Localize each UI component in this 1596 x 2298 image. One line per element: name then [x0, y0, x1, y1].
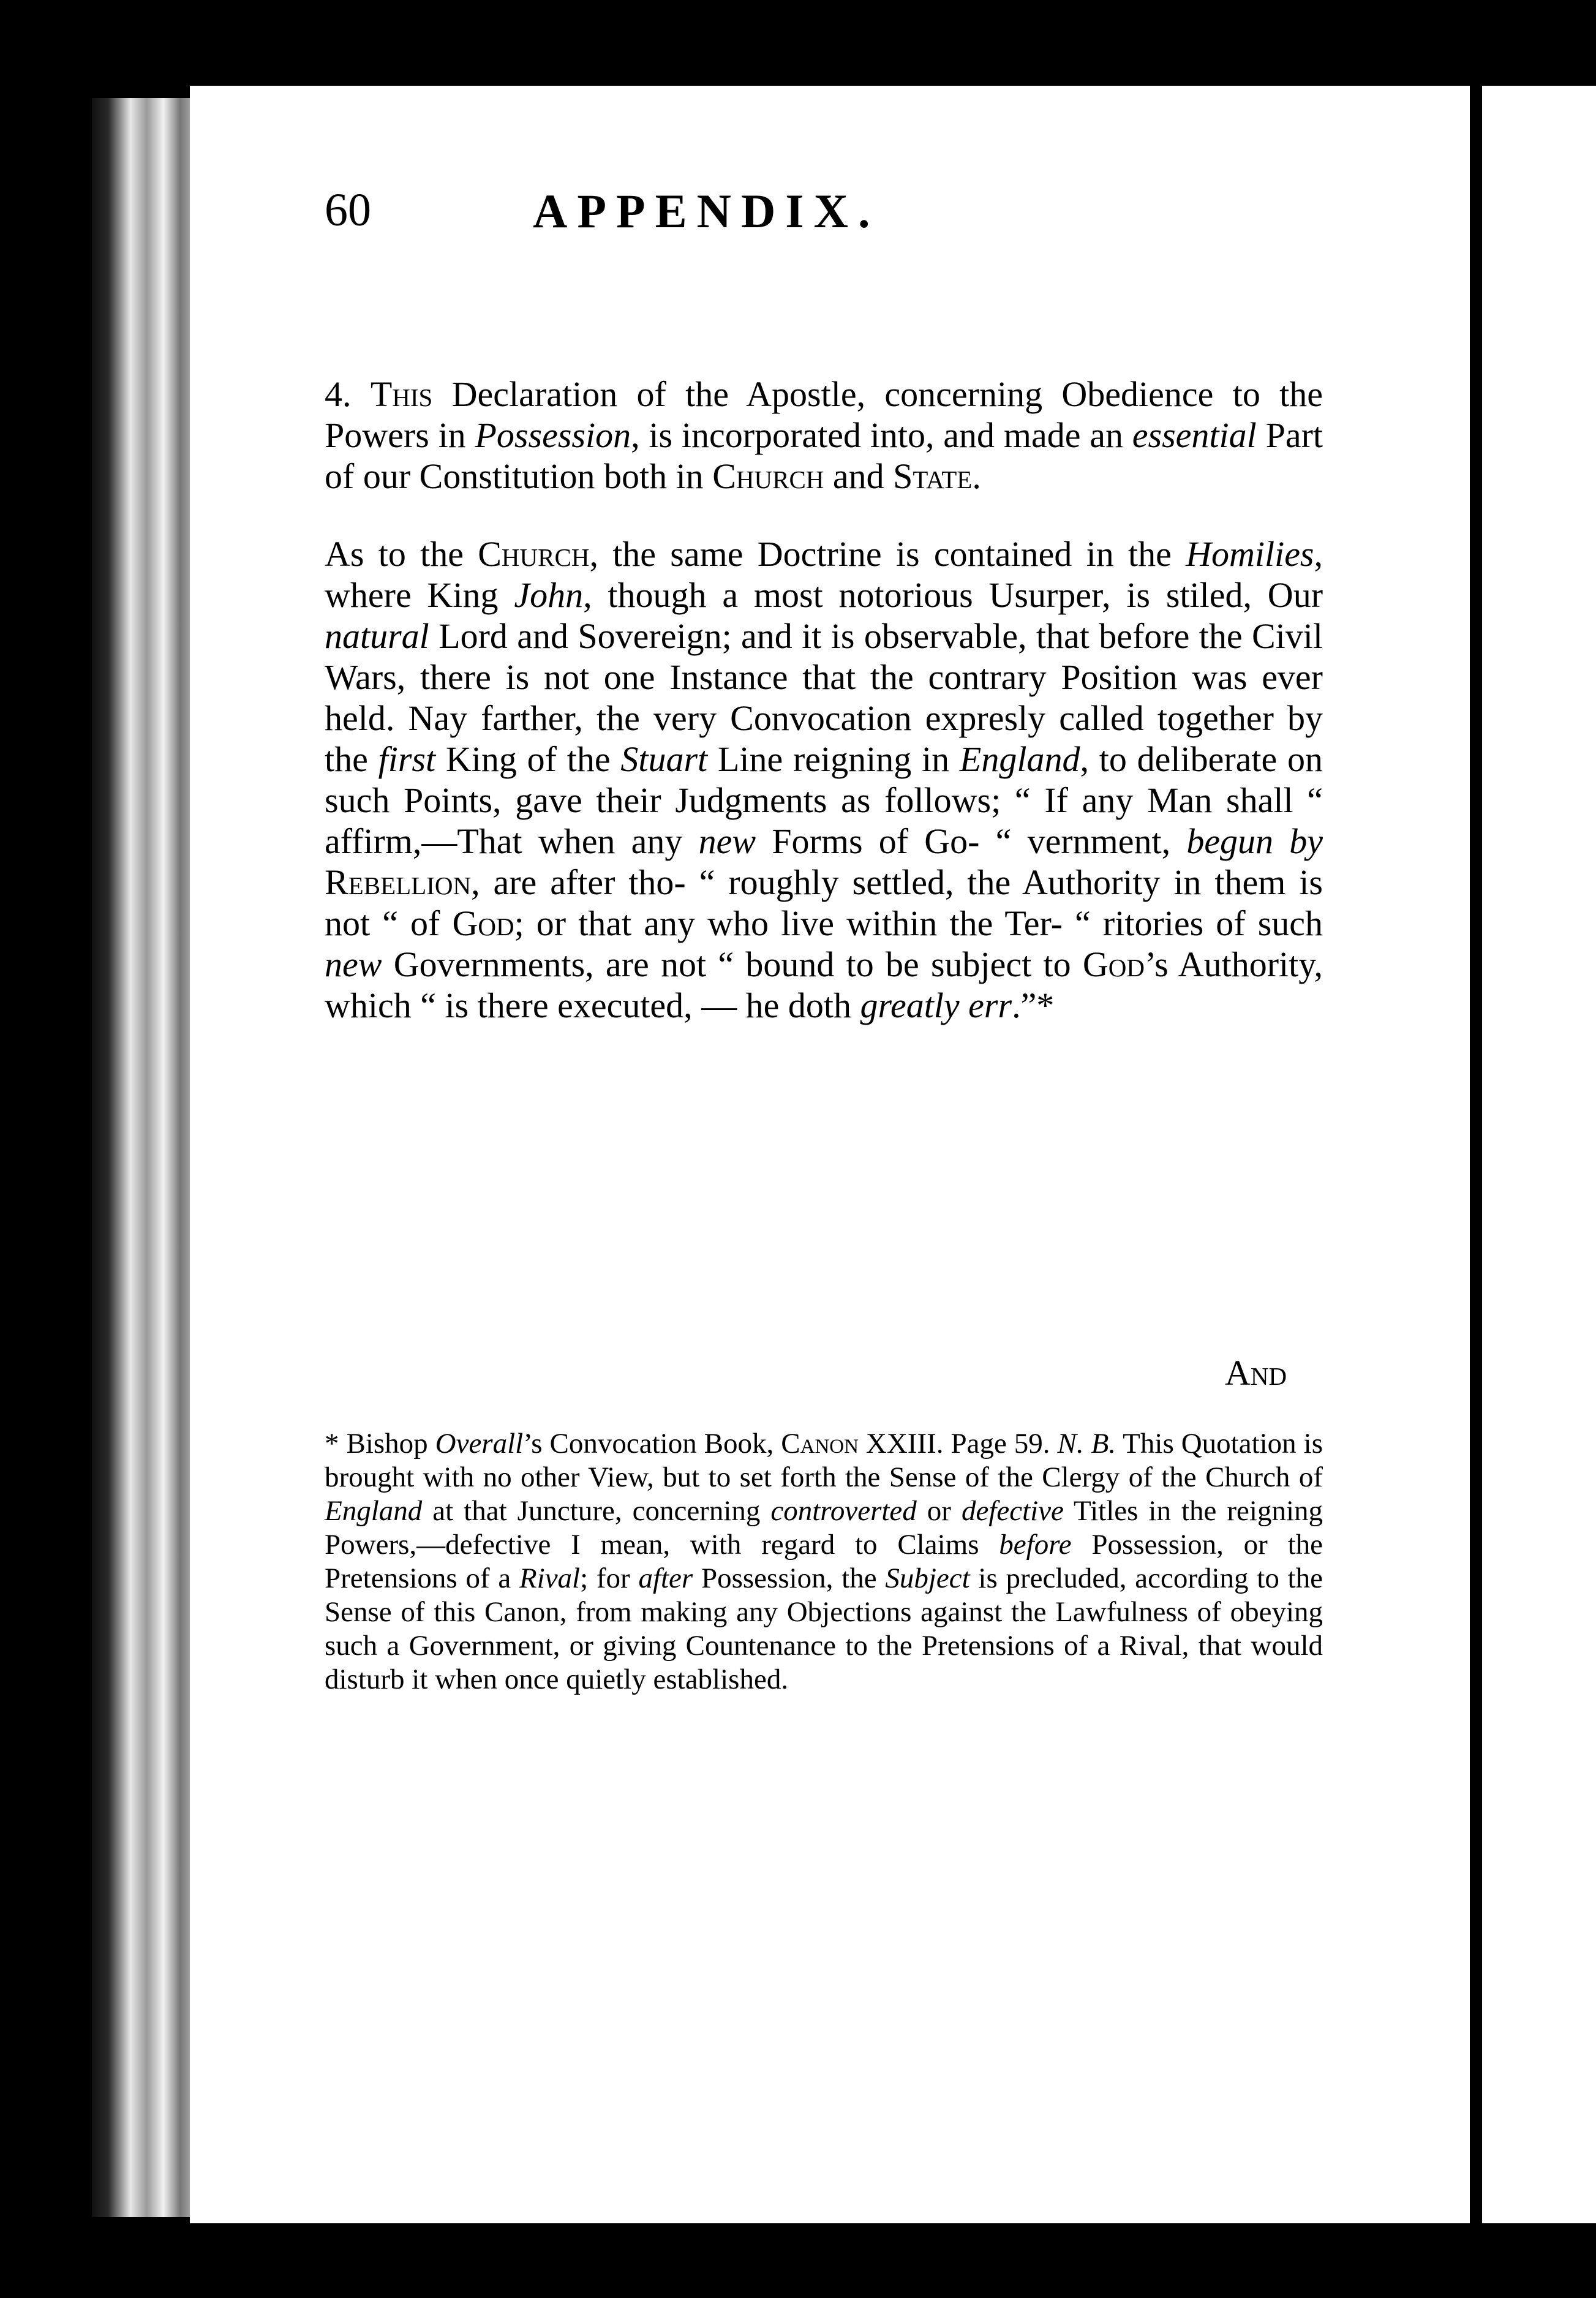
text-run: * Bishop — [325, 1428, 435, 1460]
text-run: new — [698, 821, 756, 861]
text-run: Line reigning in — [707, 739, 960, 779]
text-run: first — [378, 739, 436, 779]
text-run: controverted — [770, 1495, 917, 1527]
text-run: Subject — [885, 1562, 970, 1594]
text-run: , is incorporated into, and made an — [631, 415, 1132, 455]
text-run: Rebellion — [325, 862, 472, 902]
text-run: new — [325, 944, 382, 984]
text-run: State — [893, 456, 973, 496]
text-run: begun by — [1186, 821, 1323, 861]
paragraph-1 — [325, 374, 1323, 497]
text-run: , though a most notorious Usurper, is stiled, Our — [583, 575, 1323, 615]
page-header — [325, 184, 1335, 294]
text-run: XXIII. Page 59. — [858, 1428, 1058, 1460]
page-number: 60 — [325, 184, 371, 236]
footnote — [325, 1427, 1323, 1697]
text-run: Canon — [781, 1428, 859, 1460]
text-run: Lord and Sovereign; and it is observable, that before the Civil Wars, there is not one Instance that the contrary Position was ever held. Nay farther, the very Convocation expresly called together by the — [325, 616, 1323, 779]
text-run: Church — [712, 456, 824, 496]
text-run: God — [452, 903, 514, 943]
running-head: APPENDIX. — [533, 184, 880, 238]
text-run: , where King — [325, 534, 1323, 615]
text-run: 4. — [325, 374, 371, 414]
text-run: God — [1082, 944, 1145, 984]
text-run: As to the — [325, 534, 478, 574]
text-run: , the same Doctrine is contained in the — [589, 534, 1186, 574]
text-run: is precluded, according to the Sense of this Canon, from making any Objections against the Lawfulness of obeying such a Government, or giving Countenance to the Pretensions of a Rival, that would disturb it when once quietly established. — [325, 1562, 1323, 1695]
text-run: This — [370, 374, 433, 414]
text-run: Homilies — [1186, 534, 1314, 574]
text-run: Church — [478, 534, 590, 574]
text-run: Rival — [519, 1562, 581, 1594]
paragraph-2 — [325, 533, 1323, 1026]
text-run: Overall — [435, 1428, 524, 1460]
text-run: ’s Convocation Book, — [523, 1428, 781, 1460]
text-run: , are after tho- “ roughly settled, the Authority in them is not “ of — [325, 862, 1323, 943]
book-spine — [92, 98, 202, 2217]
text-run: essential — [1132, 415, 1257, 455]
text-run: ; or that any who live within the Ter- “ ritories of such — [514, 903, 1323, 943]
text-run: Possession, or the Pretensions of a — [325, 1529, 1323, 1594]
text-run: Possession, the — [693, 1562, 886, 1594]
text-run: ; for — [580, 1562, 639, 1594]
text-run: greatly err — [860, 985, 1012, 1025]
text-run: after — [638, 1562, 693, 1594]
text-run: This Quotation is brought with no other View, but to set forth the Sense of the Clergy of the Church of — [325, 1428, 1323, 1493]
text-run: at that Juncture, concerning — [422, 1495, 771, 1527]
text-run: John — [514, 575, 584, 615]
text-run: Possession — [475, 415, 631, 455]
text-run: natural — [325, 616, 429, 656]
text-run: Titles in the reigning Powers,—defective I mean, with regard to Claims — [325, 1495, 1323, 1561]
text-run: Governments, are not “ bound to be subject to — [382, 944, 1083, 984]
text-run: .”* — [1012, 985, 1055, 1025]
text-run: England — [959, 739, 1080, 779]
facing-page-edge — [1482, 86, 1596, 2223]
text-run: before — [999, 1529, 1072, 1561]
text-run: Declaration of the Apostle, concerning Obedience to the Powers in — [325, 374, 1323, 455]
text-run: Part of our Constitution both in — [325, 415, 1323, 496]
text-run: N. B. — [1057, 1428, 1116, 1460]
text-run: and — [824, 456, 894, 496]
text-run: or — [916, 1495, 962, 1527]
text-run: , to deliberate on such Points, gave their Judgments as follows; “ If any Man shall “ affirm,—That when any — [325, 739, 1323, 861]
text-run: England — [325, 1495, 423, 1527]
text-run: Forms of Go- “ vernment, — [756, 821, 1187, 861]
text-run: . — [972, 456, 981, 496]
text-run: ’s Authority, which “ is there executed, — he doth — [325, 944, 1323, 1025]
text-run: defective — [961, 1495, 1064, 1527]
text-run: Stuart — [620, 739, 708, 779]
catchword: And — [1225, 1353, 1287, 1393]
body-text — [325, 374, 1323, 1026]
text-run: King of the — [435, 739, 621, 779]
footnote-text — [325, 1427, 1323, 1697]
